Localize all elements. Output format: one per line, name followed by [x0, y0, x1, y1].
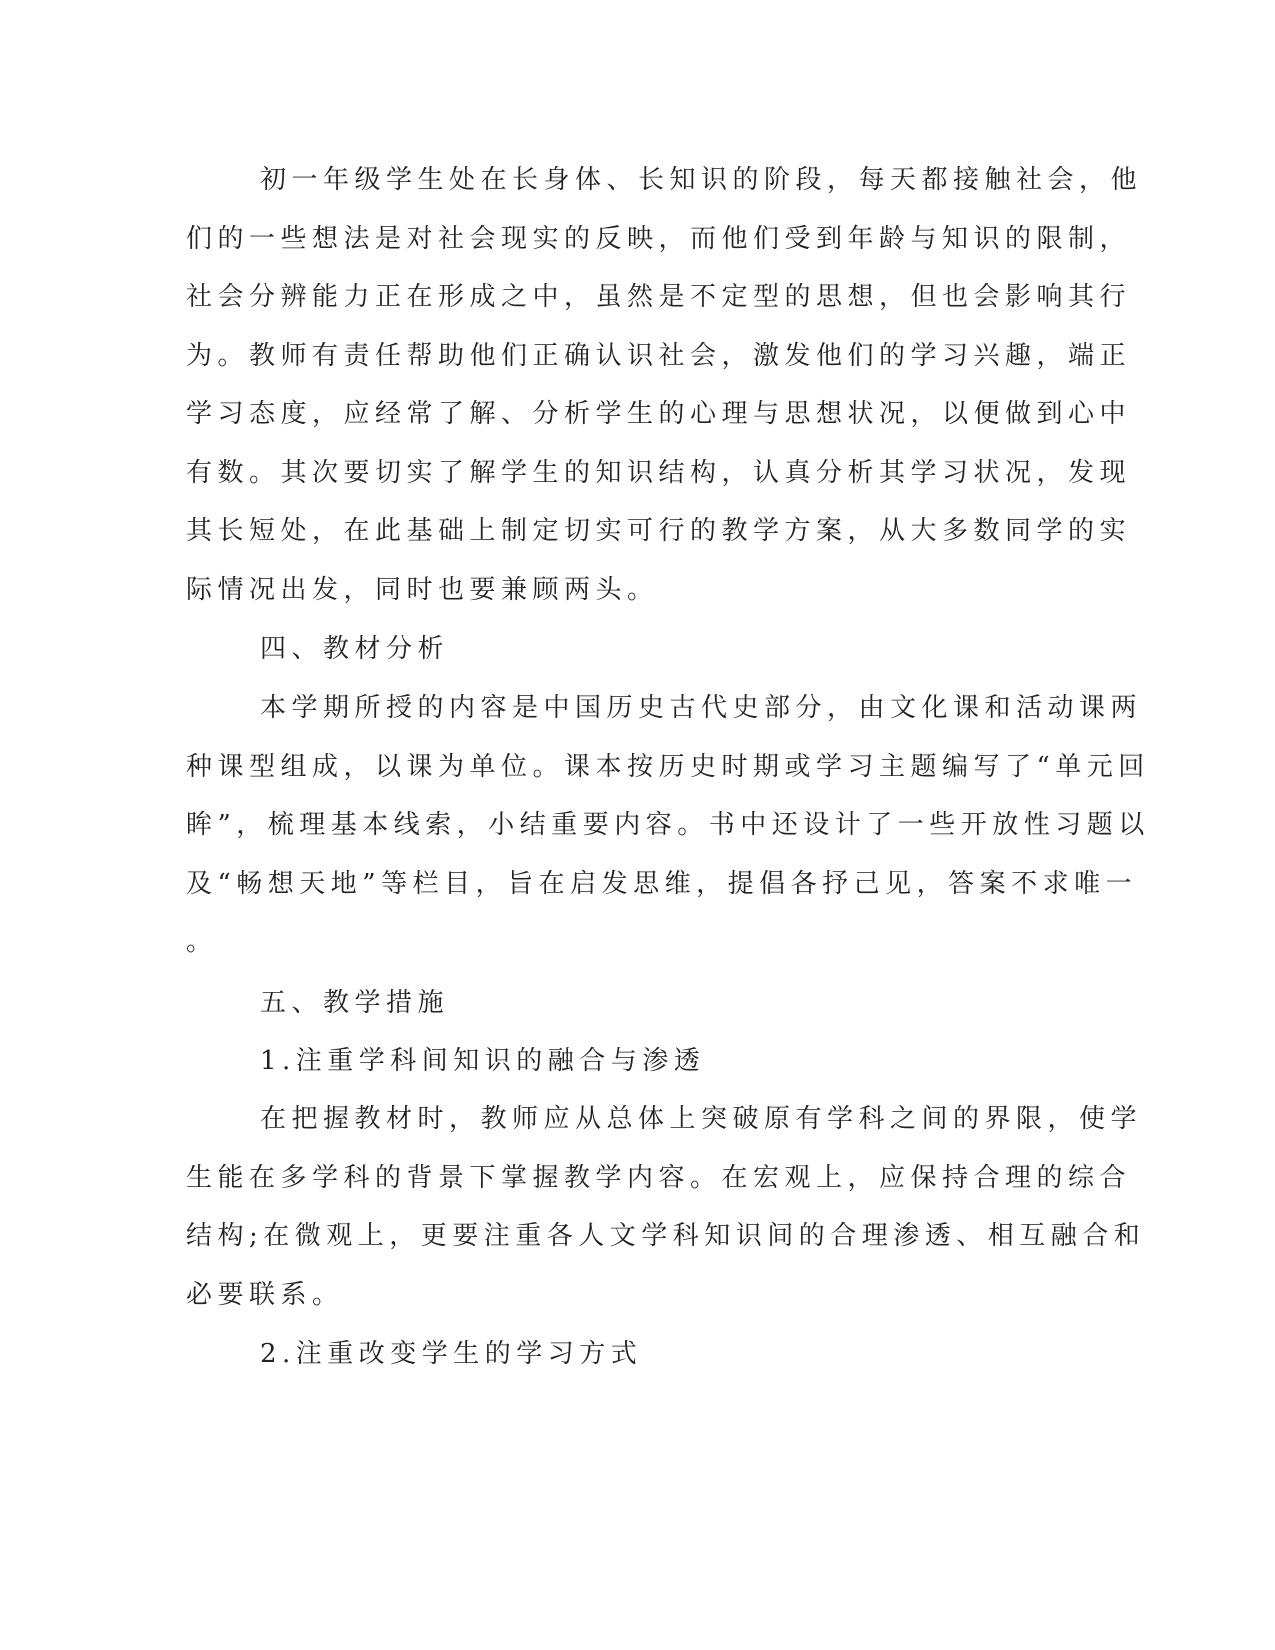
- paragraph-line: 结构;在微观上，更要注重各人文学科知识间的合理渗透、相互融合和: [186, 1221, 1146, 1251]
- section-heading-teaching-measures: 五、教学措施: [260, 988, 450, 1018]
- section-heading-textbook-analysis: 四、教材分析: [260, 634, 450, 664]
- paragraph-line: 眸”，梳理基本线索，小结重要内容。书中还设计了一些开放性习题以: [186, 810, 1150, 840]
- paragraph-line: 在把握教材时，教师应从总体上突破原有学科之间的界限，使学: [260, 1104, 1143, 1134]
- paragraph-line: 为。教师有责任帮助他们正确认识社会，激发他们的学习兴趣，端正: [186, 341, 1132, 371]
- subheading-learning-methods: 2.注重改变学生的学习方式: [260, 1339, 643, 1369]
- paragraph-line: 。: [186, 927, 218, 957]
- paragraph-line: 本学期所授的内容是中国历史古代史部分，由文化课和活动课两: [260, 693, 1143, 723]
- paragraph-line: 社会分辨能力正在形成之中，虽然是不定型的思想，但也会影响其行: [186, 282, 1132, 312]
- paragraph-line: 种课型组成，以课为单位。课本按历史时期或学习主题编写了“单元回: [186, 752, 1150, 782]
- paragraph-line: 初一年级学生处在长身体、长知识的阶段，每天都接触社会，他: [260, 165, 1143, 195]
- paragraph-line: 际情况出发，同时也要兼顾两头。: [186, 575, 659, 605]
- paragraph-line: 其长短处，在此基础上制定切实可行的教学方案，从大多数同学的实: [186, 516, 1132, 546]
- paragraph-line: 生能在多学科的背景下掌握教学内容。在宏观上，应保持合理的综合: [186, 1163, 1132, 1193]
- paragraph-line: 们的一些想法是对社会现实的反映，而他们受到年龄与知识的限制，: [186, 224, 1132, 254]
- paragraph-line: 有数。其次要切实了解学生的知识结构，认真分析其学习状况，发现: [186, 458, 1132, 488]
- paragraph-line: 学习态度，应经常了解、分析学生的心理与思想状况，以便做到心中: [186, 399, 1132, 429]
- subheading-interdisciplinary: 1.注重学科间知识的融合与渗透: [260, 1046, 706, 1076]
- paragraph-line: 必要联系。: [186, 1280, 344, 1310]
- paragraph-line: 及“畅想天地”等栏目，旨在启发思维，提倡各抒己见，答案不求唯一: [186, 869, 1138, 899]
